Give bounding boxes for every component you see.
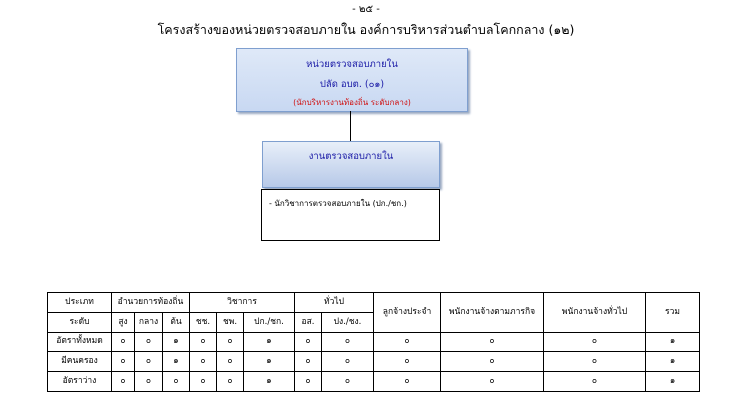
table-cell: ๐ xyxy=(295,352,322,372)
header-type: ประเภท xyxy=(48,293,112,313)
org-box-internal-audit-section xyxy=(262,141,440,188)
header-general-employee: พนักงานจ้างทั่วไป xyxy=(544,293,646,333)
table-cell: ๐ xyxy=(374,352,441,372)
table-cell: ๐ xyxy=(135,352,163,372)
org-box-position-list xyxy=(261,189,440,241)
org-box-head-position: ปลัด อบต. (๐๑) xyxy=(319,79,385,90)
table-cell: ๐ xyxy=(544,333,646,352)
row-label: อัตราว่าง xyxy=(48,372,112,392)
header-academic: วิชาการ xyxy=(190,293,295,313)
table-row xyxy=(48,352,700,372)
header-permanent-employee: ลูกจ้างประจำ xyxy=(374,293,441,333)
table-cell: ๐ xyxy=(544,352,646,372)
org-position-item: - นักวิชาการตรวจสอบภายใน (ปก./ชก.) xyxy=(269,199,407,208)
org-box-head-level: (นักบริหารงานท้องถิ่น ระดับกลาง) xyxy=(293,98,411,107)
table-cell: ๐ xyxy=(322,372,374,392)
table-cell: ๐ xyxy=(295,333,322,352)
org-box-unit-name: หน่วยตรวจสอบภายใน xyxy=(306,59,398,70)
table-cell: ๐ xyxy=(112,352,135,372)
table-cell: ๑ xyxy=(163,352,190,372)
table-cell: ๐ xyxy=(322,352,374,372)
subheader-cell: ปก./ชก. xyxy=(244,313,295,333)
table-cell: ๐ xyxy=(135,372,163,392)
table-cell: ๑ xyxy=(244,372,295,392)
subheader-cell: ชพ. xyxy=(217,313,244,333)
subheader-cell: สูง xyxy=(112,313,135,333)
row-label: มีคนครอง xyxy=(48,352,112,372)
table-cell: ๐ xyxy=(135,333,163,352)
table-cell: ๐ xyxy=(190,372,217,392)
table-cell: ๐ xyxy=(112,372,135,392)
org-box-internal-audit-unit xyxy=(236,48,468,112)
page-title: โครงสร้างของหน่วยตรวจสอบภายใน องค์การบริหารส่วนตำบลโคกกลาง (๑๒) xyxy=(157,22,575,37)
table-cell: ๐ xyxy=(374,372,441,392)
subheader-cell: ชช. xyxy=(190,313,217,333)
header-total: รวม xyxy=(646,293,700,333)
page-number: - ๒๕ - xyxy=(352,4,380,15)
table-row xyxy=(48,333,700,352)
header-mission-employee: พนักงานจ้างตามภารกิจ xyxy=(441,293,544,333)
table-cell: ๑ xyxy=(244,333,295,352)
table-cell: ๑ xyxy=(646,352,700,372)
table-cell: ๐ xyxy=(374,333,441,352)
table-cell: ๐ xyxy=(217,352,244,372)
table-cell: ๐ xyxy=(322,333,374,352)
table-cell: ๐ xyxy=(163,372,190,392)
subheader-cell: กลาง xyxy=(135,313,163,333)
subheader-cell: ปง./ชง. xyxy=(322,313,374,333)
table-cell: ๐ xyxy=(544,372,646,392)
org-box-section-name: งานตรวจสอบภายใน xyxy=(308,151,394,162)
table-cell: ๑ xyxy=(163,333,190,352)
header-admin: อำนวยการท้องถิ่น xyxy=(112,293,190,313)
subheader-cell: อส. xyxy=(295,313,322,333)
header-level: ระดับ xyxy=(48,313,112,333)
table-cell: ๐ xyxy=(190,352,217,372)
header-general: ทั่วไป xyxy=(295,293,374,313)
org-connector-line xyxy=(350,111,351,141)
subheader-cell: ต้น xyxy=(163,313,190,333)
table-cell: ๐ xyxy=(441,333,544,352)
table-cell: ๐ xyxy=(441,372,544,392)
table-cell: ๐ xyxy=(295,372,322,392)
staffing-table xyxy=(47,292,700,392)
table-cell: ๑ xyxy=(646,333,700,352)
table-cell: ๐ xyxy=(190,333,217,352)
table-cell: ๐ xyxy=(112,333,135,352)
table-cell: ๐ xyxy=(441,352,544,372)
row-label: อัตราทั้งหมด xyxy=(48,333,112,352)
table-cell: ๐ xyxy=(217,333,244,352)
table-cell: ๑ xyxy=(646,372,700,392)
table-header-row xyxy=(48,293,700,313)
table-cell: ๑ xyxy=(244,352,295,372)
table-cell: ๐ xyxy=(217,372,244,392)
table-row xyxy=(48,372,700,392)
